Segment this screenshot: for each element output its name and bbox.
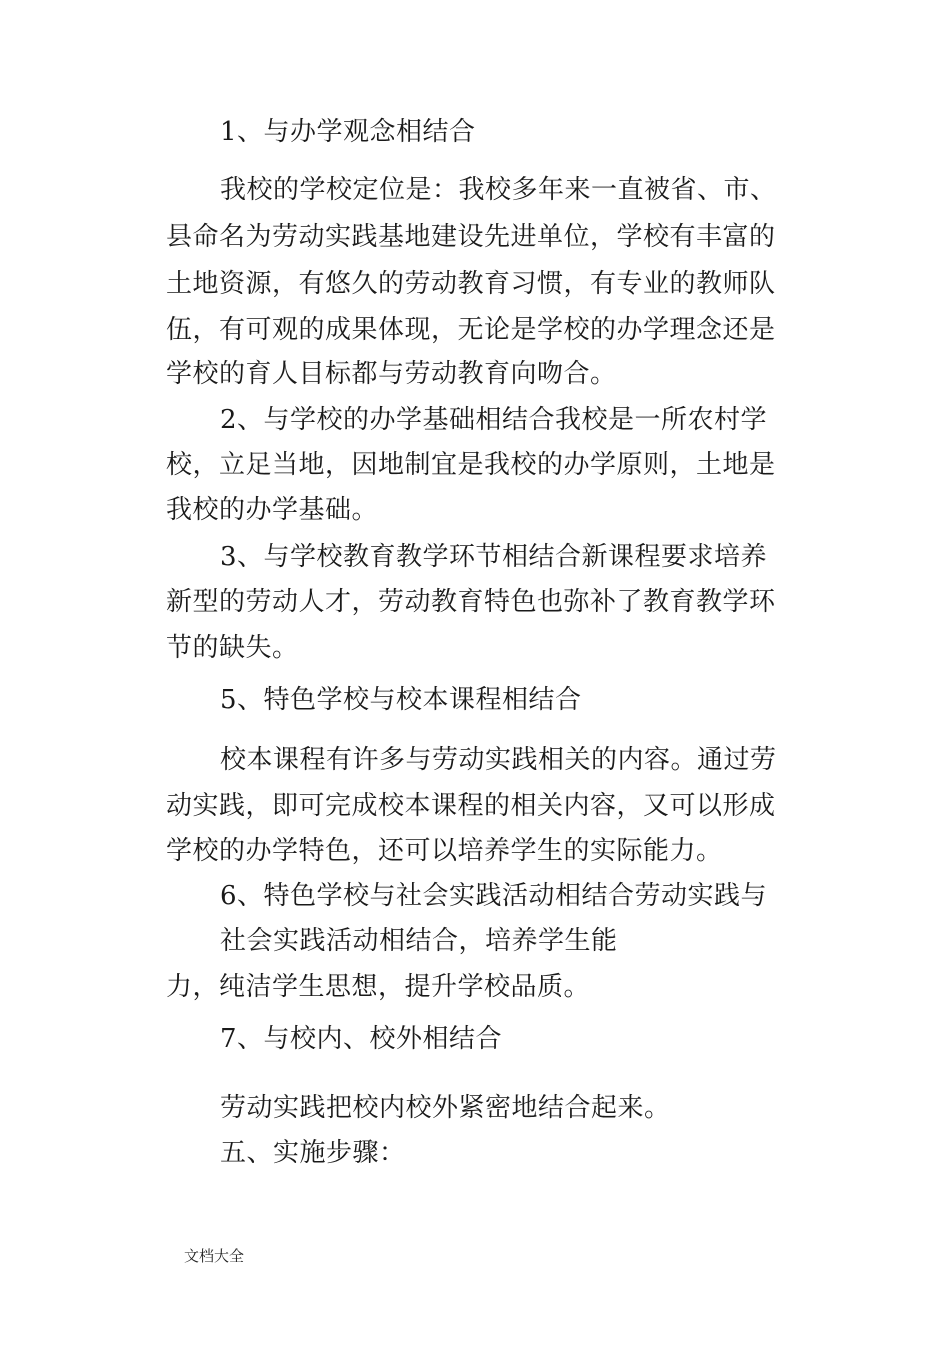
paragraph-line: 我校的办学基础。 — [166, 495, 379, 525]
paragraph-line: 节的缺失。 — [166, 633, 299, 663]
paragraph-line: 动实践，即可完成校本课程的相关内容，又可以形成 — [166, 791, 776, 821]
footer-label: 文档大全 — [184, 1247, 245, 1265]
heading-1: 1、与办学观念相结合 — [220, 117, 476, 147]
paragraph-line: 伍，有可观的成果体现，无论是学校的办学理念还是 — [166, 315, 776, 345]
paragraph-line: 我校的学校定位是：我校多年来一直被省、市、 — [220, 175, 777, 205]
paragraph-line: 3、与学校教育教学环节相结合新课程要求培养 — [220, 542, 768, 572]
paragraph-line: 学校的育人目标都与劳动教育向吻合。 — [166, 359, 617, 389]
paragraph-line: 新型的劳动人才，劳动教育特色也弥补了教育教学环 — [166, 587, 776, 617]
paragraph-line: 劳动实践把校内校外紧密地结合起来。 — [220, 1093, 671, 1123]
heading-5: 5、特色学校与校本课程相结合 — [220, 685, 582, 715]
heading-7: 7、与校内、校外相结合 — [220, 1024, 503, 1054]
section-heading: 五、实施步骤： — [220, 1138, 406, 1168]
paragraph-line: 校，立足当地，因地制宜是我校的办学原则，土地是 — [166, 450, 776, 480]
paragraph-line: 县命名为劳动实践基地建设先进单位，学校有丰富的 — [166, 222, 776, 252]
paragraph-line: 学校的办学特色，还可以培养学生的实际能力。 — [166, 836, 723, 866]
paragraph-line: 力，纯洁学生思想，提升学校品质。 — [166, 972, 591, 1002]
paragraph-line: 2、与学校的办学基础相结合我校是一所农村学 — [220, 405, 768, 435]
paragraph-line: 校本课程有许多与劳动实践相关的内容。通过劳 — [220, 745, 777, 775]
paragraph-line: 土地资源，有悠久的劳动教育习惯，有专业的教师队 — [166, 269, 776, 299]
paragraph-line: 社会实践活动相结合，培养学生能 — [220, 926, 618, 956]
paragraph-line: 6、特色学校与社会实践活动相结合劳动实践与 — [220, 881, 768, 911]
